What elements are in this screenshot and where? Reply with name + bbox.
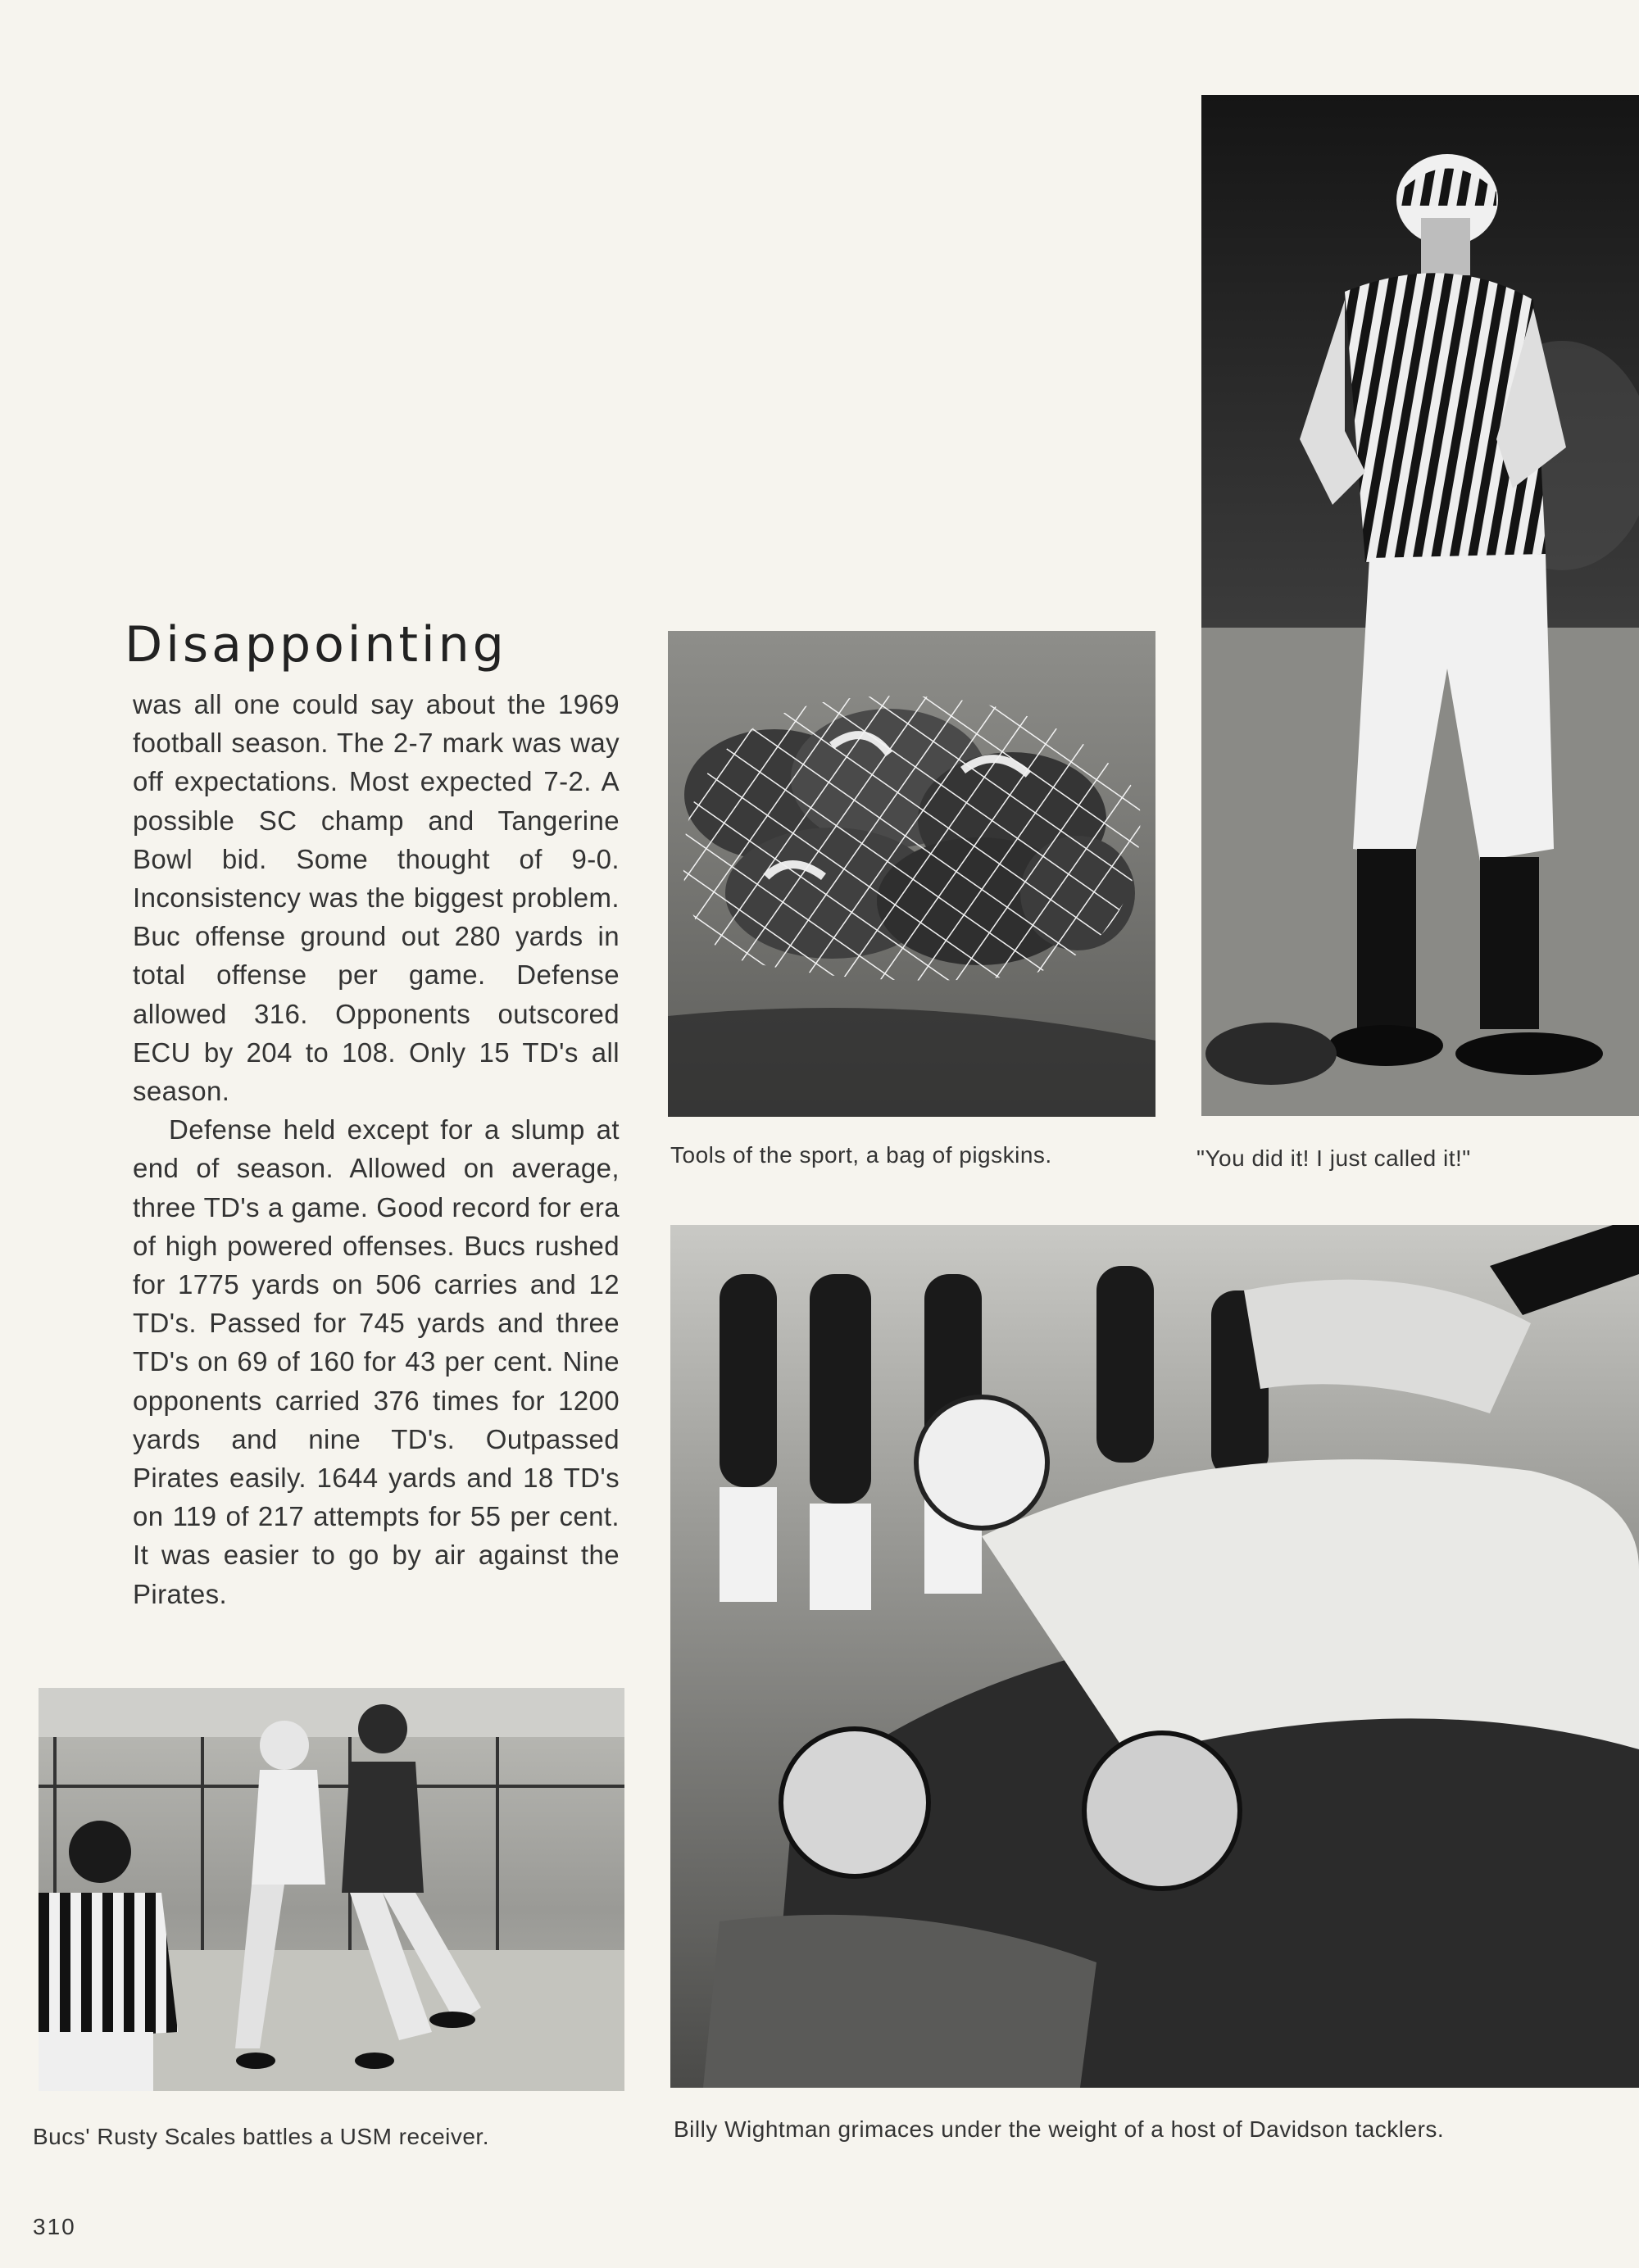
receiver-photo — [39, 1688, 624, 2091]
caption-receiver: Bucs' Rusty Scales battles a USM receiver. — [33, 2124, 489, 2149]
page-number: 310 — [33, 2214, 76, 2239]
caption-tackle: Billy Wightman grimaces under the weight of a host of Davidson tacklers. — [674, 2116, 1445, 2142]
tackle-photo — [670, 1225, 1639, 2088]
headline: Disappointing — [125, 616, 507, 674]
footballs-photo — [668, 631, 1155, 1117]
article-paragraph-1: was all one could say about the 1969 football season. The 2-7 mark was way off expectations. Most expected 7-2. A possible SC champ and Tangerine Bowl bid. Some thought of 9-0. Inconsistency was the biggest problem. Buc offense ground out 280 yards in total offense per game. Defense allowed 316. Opponents outscored ECU by 204 to 108. Only 15 TD's all season. — [133, 689, 620, 1107]
referee-photo — [1201, 95, 1639, 1116]
article-paragraph-2: Defense held except for a slump at end of season. Allowed on average, three TD's a game. Good record for era of high powered offenses. Bucs rushed for 1775 yards on 506 carries and 12 TD's. Passed for 745 yards and three TD's on 69 of 160 for 43 per cent. Nine opponents carried 376 times for 1200 yards and nine TD's. Outpassed Pirates easily. 1644 yards and 18 TD's on 119 of 217 attempts for 55 per cent. It was easier to go by air against the Pirates. — [133, 1114, 620, 1609]
caption-referee: "You did it! I just called it!" — [1196, 1145, 1471, 1171]
caption-footballs: Tools of the sport, a bag of pigskins. — [670, 1142, 1052, 1168]
article-body — [133, 685, 620, 1613]
